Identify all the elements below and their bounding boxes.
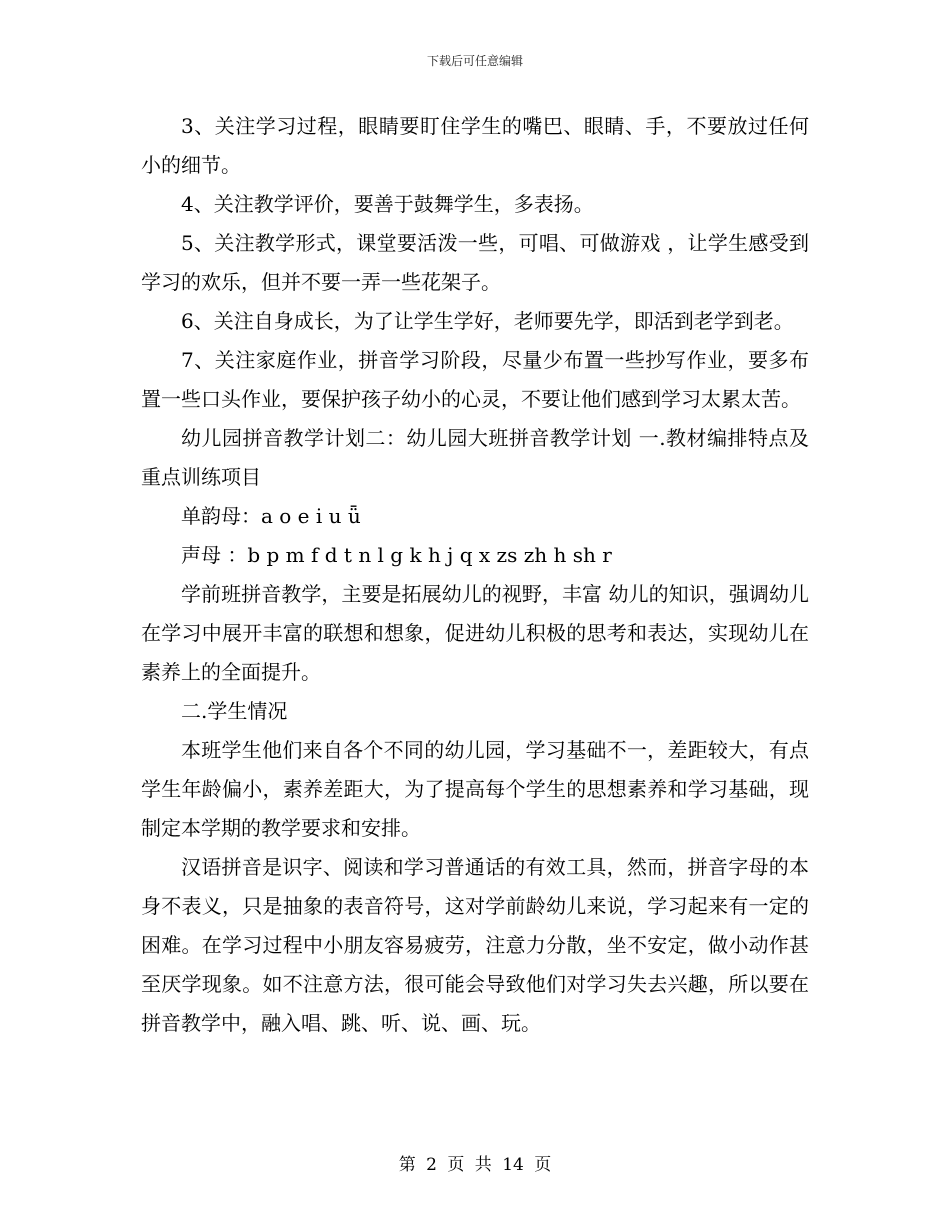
- initials-line: 声母 ：b p m f d t n l g k h j q x zs zh h sh r: [181, 543, 612, 567]
- paragraph-item-7: 7、关注家庭作业，拼音学习阶段，尽量少布置一些抄写作业，要多布置一些口头作业，要保护孩子幼小的心灵，不要让他们感到学习太累太苦。: [141, 348, 809, 411]
- plan-two-heading: 幼儿园拼音教学计划二：幼儿园大班拼音教学计划 一.教材编排特点及重点训练项目: [141, 426, 809, 489]
- teaching-goal-paragraph: 学前班拼音教学，主要是拓展幼儿的视野，丰富 幼儿的知识，强调幼儿在学习中展开丰富的联想和想象，促进幼儿积极的思考和表达，实现幼儿在素养上的全面提升。: [141, 582, 809, 684]
- paragraph-item-3: 3、关注学习过程，眼睛要盯住学生的嘴巴、眼睛、手，不要放过任何小的细节。: [141, 114, 809, 177]
- section-heading-student-situation: 二.学生情况: [181, 699, 288, 723]
- page-number-footer: 第 2 页 共 14 页: [398, 1155, 552, 1175]
- student-situation-paragraph: 本班学生他们来自各个不同的幼儿园，学习基础不一，差距较大，有点学生年龄偏小，素养差距大，为了提高每个学生的思想素养和学习基础，现制定本学期的教学要求和安排。: [141, 738, 809, 840]
- document-body: [141, 107, 809, 1043]
- page-header: 下载后可任意编辑: [426, 54, 523, 68]
- paragraph-item-5: 5、关注教学形式，课堂要活泼一些，可唱、可做游戏 ，让学生感受到学习的欢乐，但并不要一弄一些花架子。: [141, 231, 809, 294]
- paragraph-item-6: 6、关注自身成长，为了让学生学好，老师要先学，即活到老学到老。: [181, 309, 794, 333]
- pinyin-difficulty-paragraph: 汉语拼音是识字、阅读和学习普通话的有效工具，然而，拼音字母的本身不表义，只是抽象的表音符号，这对学前龄幼儿来说，学习起来有一定的困难。在学习过程中小朋友容易疲劳，注意力分散，坐不安定，做小动作甚至厌学现象。如不注意方法，很可能会导致他们对学习失去兴趣，所以要在拼音教学中，融入唱、跳、听、说、画、玩。: [141, 855, 809, 1035]
- paragraph-item-4: 4、关注教学评价，要善于鼓舞学生，多表扬。: [181, 192, 594, 216]
- single-finals-line: 单韵母：a o e i u ǖ: [181, 504, 361, 528]
